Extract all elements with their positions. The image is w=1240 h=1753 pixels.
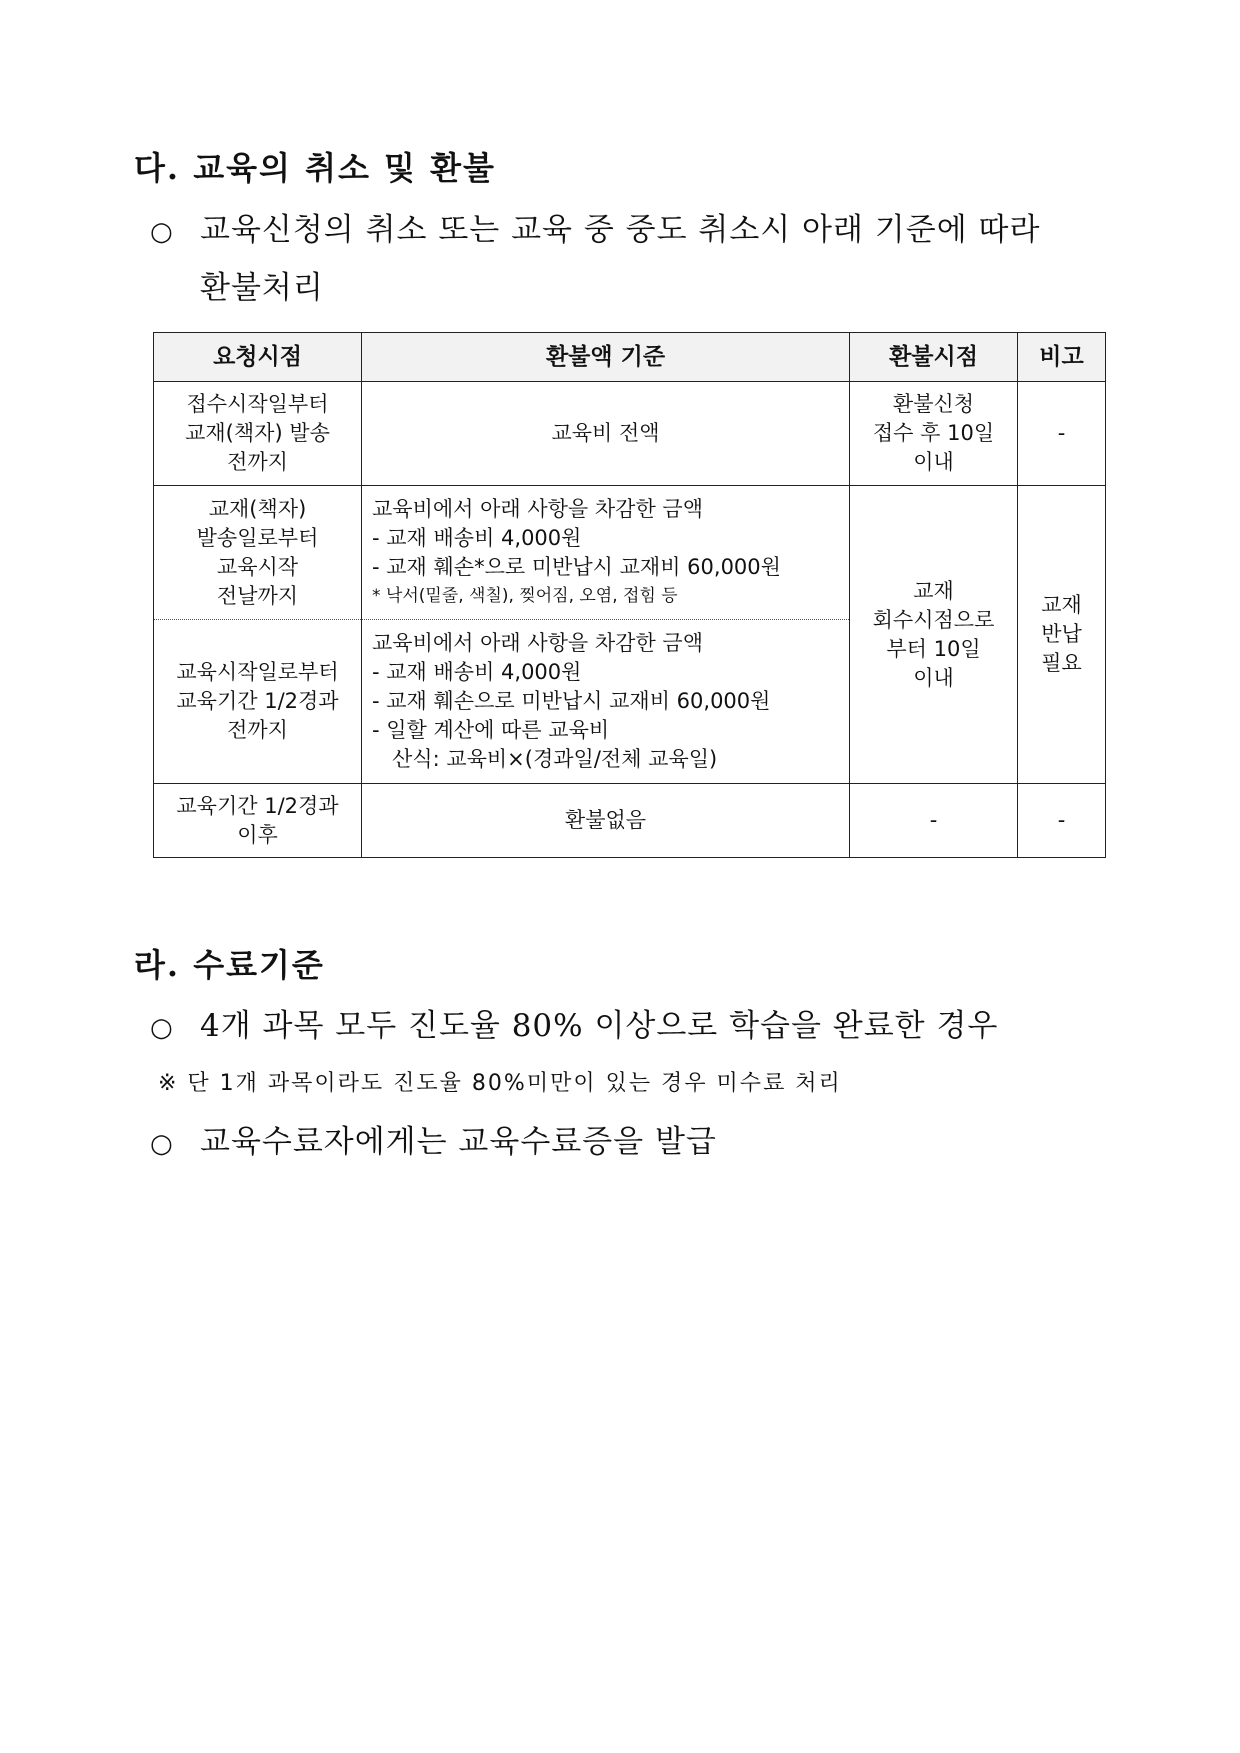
- row4-refund-time: -: [850, 784, 1018, 858]
- cell-line: - 교재 배송비 4,000원: [372, 525, 582, 550]
- row4-note: -: [1018, 784, 1106, 858]
- cell-line: - 교재 훼손으로 미반납시 교재비 60,000원: [372, 689, 771, 713]
- cell-line: 교육기간 1/2경과: [176, 689, 339, 713]
- section-ra-paragraph-1: [150, 998, 998, 1056]
- para-line-1: 교육신청의 취소 또는 교육 중 중도 취소시 아래 기준에 따라: [200, 212, 1041, 248]
- circle-bullet-icon: ○: [150, 217, 174, 247]
- cell-line: 교재(책자) 발송: [185, 421, 330, 445]
- header-request-time: 요청시점: [154, 333, 362, 382]
- cell-line: 이후: [237, 822, 278, 847]
- completion-criteria: 4개 과목 모두 진도율 80% 이상으로 학습을 완료한 경우: [200, 1008, 999, 1044]
- formula-line: 산식: 교육비×(경과일/전체 교육일): [392, 747, 718, 771]
- table-row: [154, 382, 1106, 486]
- section-ra-title: 라. 수료기준: [134, 946, 325, 984]
- table-row: [154, 486, 1106, 620]
- circle-bullet-icon: ○: [150, 1013, 174, 1043]
- cell-line: 이내: [913, 450, 954, 474]
- row4-criteria: 환불없음: [362, 784, 850, 858]
- cell-line: 필요: [1041, 651, 1082, 675]
- cell-line: 이내: [913, 665, 954, 690]
- cell-line: 교재: [1041, 593, 1082, 617]
- cell-line: - 교재 배송비 4,000원: [372, 660, 582, 684]
- cell-line: 반납: [1041, 622, 1082, 646]
- header-refund-time: 환불시점: [850, 333, 1018, 382]
- cell-line: 부터 10일: [886, 636, 981, 661]
- row1-refund-time: [850, 382, 1018, 486]
- cell-line: 접수시작일부터: [186, 392, 329, 416]
- cell-line: 교재(책자): [208, 496, 307, 521]
- cell-line: - 교재 훼손*으로 미반납시 교재비 60,000원: [372, 554, 781, 579]
- cell-line: 교육시작: [216, 554, 299, 579]
- criteria-footnote: * 낙서(밑줄, 색칠), 찢어짐, 오염, 접힘 등: [372, 585, 678, 606]
- row3-request-time: [154, 620, 362, 784]
- completion-note: ※ 단 1개 과목이라도 진도율 80%미만이 있는 경우 미수료 처리: [158, 1071, 842, 1096]
- cell-line: 발송일로부터: [196, 525, 319, 550]
- cell-line: 교육비에서 아래 사항을 차감한 금액: [372, 496, 703, 521]
- table-header-row: [154, 333, 1106, 382]
- cell-line: 전까지: [227, 718, 288, 742]
- header-note: 비고: [1018, 333, 1106, 382]
- row2-request-time: [154, 486, 362, 620]
- row1-request-time: [154, 382, 362, 486]
- para-line-2: 환불처리: [200, 270, 324, 306]
- cell-line: 회수시점으로: [872, 607, 995, 632]
- row1-criteria: 교육비 전액: [362, 382, 850, 486]
- circle-bullet-icon: ○: [150, 1129, 174, 1159]
- refund-table: [153, 332, 1106, 858]
- merged-note: [1018, 486, 1106, 784]
- row2-criteria: [362, 486, 850, 620]
- cell-line: 교육기간 1/2경과: [176, 793, 339, 818]
- cell-line: 교육비에서 아래 사항을 차감한 금액: [372, 631, 703, 655]
- merged-refund-time: [850, 486, 1018, 784]
- cell-line: 전날까지: [216, 583, 299, 608]
- section-ra-paragraph-2: [150, 1114, 717, 1172]
- header-refund-criteria: 환불액 기준: [362, 333, 850, 382]
- table-row: [154, 784, 1106, 858]
- section-da-paragraph: [150, 202, 1040, 316]
- cell-line: 교육시작일로부터: [176, 660, 339, 684]
- cell-line: 환불신청: [892, 392, 975, 416]
- row4-request-time: [154, 784, 362, 858]
- cell-line: 접수 후 10일: [872, 421, 995, 445]
- row1-note: -: [1018, 382, 1106, 486]
- cell-line: 전까지: [227, 450, 288, 474]
- row3-criteria: [362, 620, 850, 784]
- cell-line: 교재: [913, 578, 954, 603]
- section-da-title: 다. 교육의 취소 및 환불: [134, 149, 496, 187]
- certificate-issuance: 교육수료자에게는 교육수료증을 발급: [200, 1124, 717, 1160]
- cell-line: - 일할 계산에 따른 교육비: [372, 718, 610, 742]
